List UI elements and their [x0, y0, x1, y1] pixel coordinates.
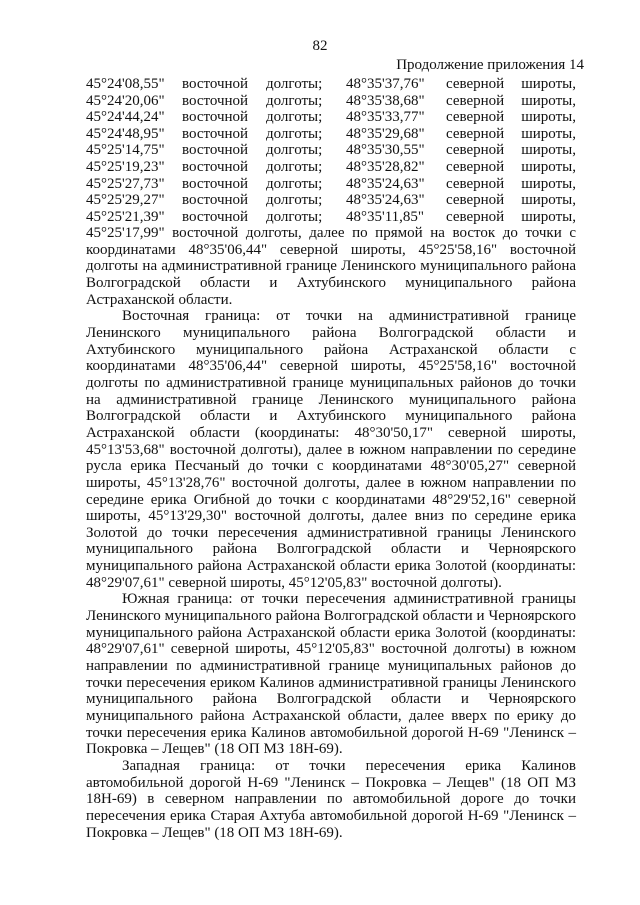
coordinate-row — [86, 109, 576, 126]
longitude-unit: долготы; — [266, 109, 323, 126]
page-number: 82 — [312, 38, 328, 54]
latitude-word: северной — [446, 125, 505, 142]
longitude-value: 45°24'08,55" — [86, 76, 165, 92]
latitude-unit: широты, — [521, 192, 576, 209]
coordinates-list — [86, 76, 576, 225]
longitude-word: восточной — [182, 158, 249, 175]
latitude-unit: широты, — [521, 76, 576, 92]
longitude-value: 45°24'48,95" — [86, 125, 165, 142]
longitude-value: 45°25'19,23" — [86, 158, 165, 175]
longitude-unit: долготы; — [266, 76, 323, 92]
coordinate-row — [86, 176, 576, 193]
longitude-value: 45°25'14,75" — [86, 142, 165, 159]
latitude-unit: широты, — [521, 208, 576, 225]
longitude-word: восточной — [182, 76, 249, 92]
latitude-unit: широты, — [521, 109, 576, 126]
coordinate-row — [86, 142, 576, 159]
eastern-border-paragraph: Восточная граница: от точки на административной границе Ленинского муниципального района Волгоградской области и Ахтубинского муниципального района Астраханской области с координатами 48°35'06,44" северной широты, 45°25'58,16" восточной долготы по административной границе муниципальных районов до точки на административной границе Ленинского муниципального района Волгоградской области и Ахтубинского муниципального района Астраханской области (координаты: 48°30'50,17" северной широты, 45°13'53,68" восточной долготы), далее в южном направлении по середине русла ерика Песчаный до точки с координатами 48°30'05,27" северной широты, 45°13'28,76" восточной долготы, далее в южном направлении по середине ерика Огибной до точки с координатами 48°29'52,16" северной широты, 45°13'29,30" восточной долготы, далее вниз по середине ерика Золотой до точки пересечения административной границы Ленинского муниципального района Волгоградской области и Черноярского муниципального района Астраханской области ерика Золотой (координаты: 48°29'07,61" северной широты, 45°12'05,83" восточной долготы). — [86, 308, 576, 591]
longitude-unit: долготы; — [266, 125, 323, 142]
latitude-word: северной — [446, 208, 505, 225]
latitude-unit: широты, — [521, 92, 576, 109]
longitude-value: 45°25'29,27" — [86, 192, 165, 209]
continuation-paragraph: 45°25'17,99" восточной долготы, далее по прямой на восток до точки с координатами 48°35'06,44" северной широты, 45°25'58,16" восточной долготы на административной границе Ленинского муниципального района Волгоградской области и Ахтубинского муниципального района Астраханской области. — [86, 225, 576, 308]
latitude-value: 48°35'24,63" — [346, 175, 425, 192]
latitude-value: 48°35'29,68" — [346, 125, 425, 142]
longitude-unit: долготы; — [266, 208, 323, 225]
latitude-value: 48°35'11,85" — [346, 208, 425, 225]
latitude-word: северной — [446, 92, 505, 109]
coordinate-row — [86, 126, 576, 143]
latitude-unit: широты, — [521, 125, 576, 142]
coordinate-row — [86, 76, 576, 93]
longitude-word: восточной — [182, 208, 249, 225]
longitude-value: 45°24'44,24" — [86, 109, 165, 126]
longitude-unit: долготы; — [266, 92, 323, 109]
longitude-unit: долготы; — [266, 192, 323, 209]
latitude-value: 48°35'30,55" — [346, 142, 425, 159]
latitude-value: 48°35'24,63" — [346, 192, 425, 209]
body-text — [86, 225, 576, 841]
latitude-value: 48°35'33,77" — [346, 109, 425, 126]
latitude-value: 48°35'28,82" — [346, 158, 425, 175]
longitude-word: восточной — [182, 175, 249, 192]
latitude-unit: широты, — [521, 175, 576, 192]
western-border-paragraph: Западная граница: от точки пересечения ерика Калинов автомобильной дорогой Н-69 "Ленинск – Покровка – Лещев" (18 ОП МЗ 18Н-69) в северном направлении по автомобильной дороге до точки пересечения ерика Старая Ахтуба автомобильной дорогой Н-69 "Ленинск – Покровка – Лещев" (18 ОП МЗ 18Н-69). — [86, 758, 576, 841]
latitude-word: северной — [446, 175, 505, 192]
latitude-word: северной — [446, 142, 505, 159]
longitude-unit: долготы; — [266, 175, 323, 192]
latitude-word: северной — [446, 158, 505, 175]
latitude-word: северной — [446, 109, 505, 126]
longitude-word: восточной — [182, 109, 249, 126]
coordinate-row — [86, 192, 576, 209]
latitude-word: северной — [446, 76, 505, 92]
latitude-value: 48°35'37,76" — [346, 76, 425, 92]
appendix-label: Продолжение приложения 14 — [396, 57, 584, 73]
southern-border-paragraph: Южная граница: от точки пересечения административной границы Ленинского муниципального района Волгоградской области и Черноярского муниципального района Астраханской области ерика Золотой (координаты: 48°29'07,61" северной широты, 45°12'05,83" восточной долготы) в южном направлении по административной границе муниципальных районов до точки пересечения ериком Калинов административной границы Ленинского муниципального района Волгоградской области и Черноярского муниципального района Астраханской области, далее вверх по ерику до точки пересечения ерика Калинов автомобильной дорогой Н-69 "Ленинск – Покровка – Лещев" (18 ОП МЗ 18Н-69). — [86, 591, 576, 758]
longitude-value: 45°25'27,73" — [86, 175, 165, 192]
longitude-unit: долготы; — [266, 158, 323, 175]
coordinate-row — [86, 209, 576, 226]
coordinate-row — [86, 159, 576, 176]
latitude-value: 48°35'38,68" — [346, 92, 425, 109]
latitude-unit: широты, — [521, 142, 576, 159]
longitude-word: восточной — [182, 142, 249, 159]
coordinate-row — [86, 93, 576, 110]
longitude-word: восточной — [182, 192, 249, 209]
longitude-unit: долготы; — [266, 142, 323, 159]
longitude-value: 45°25'21,39" — [86, 208, 165, 225]
longitude-value: 45°24'20,06" — [86, 92, 165, 109]
longitude-word: восточной — [182, 125, 249, 142]
latitude-word: северной — [446, 192, 505, 209]
latitude-unit: широты, — [521, 158, 576, 175]
longitude-word: восточной — [182, 92, 249, 109]
